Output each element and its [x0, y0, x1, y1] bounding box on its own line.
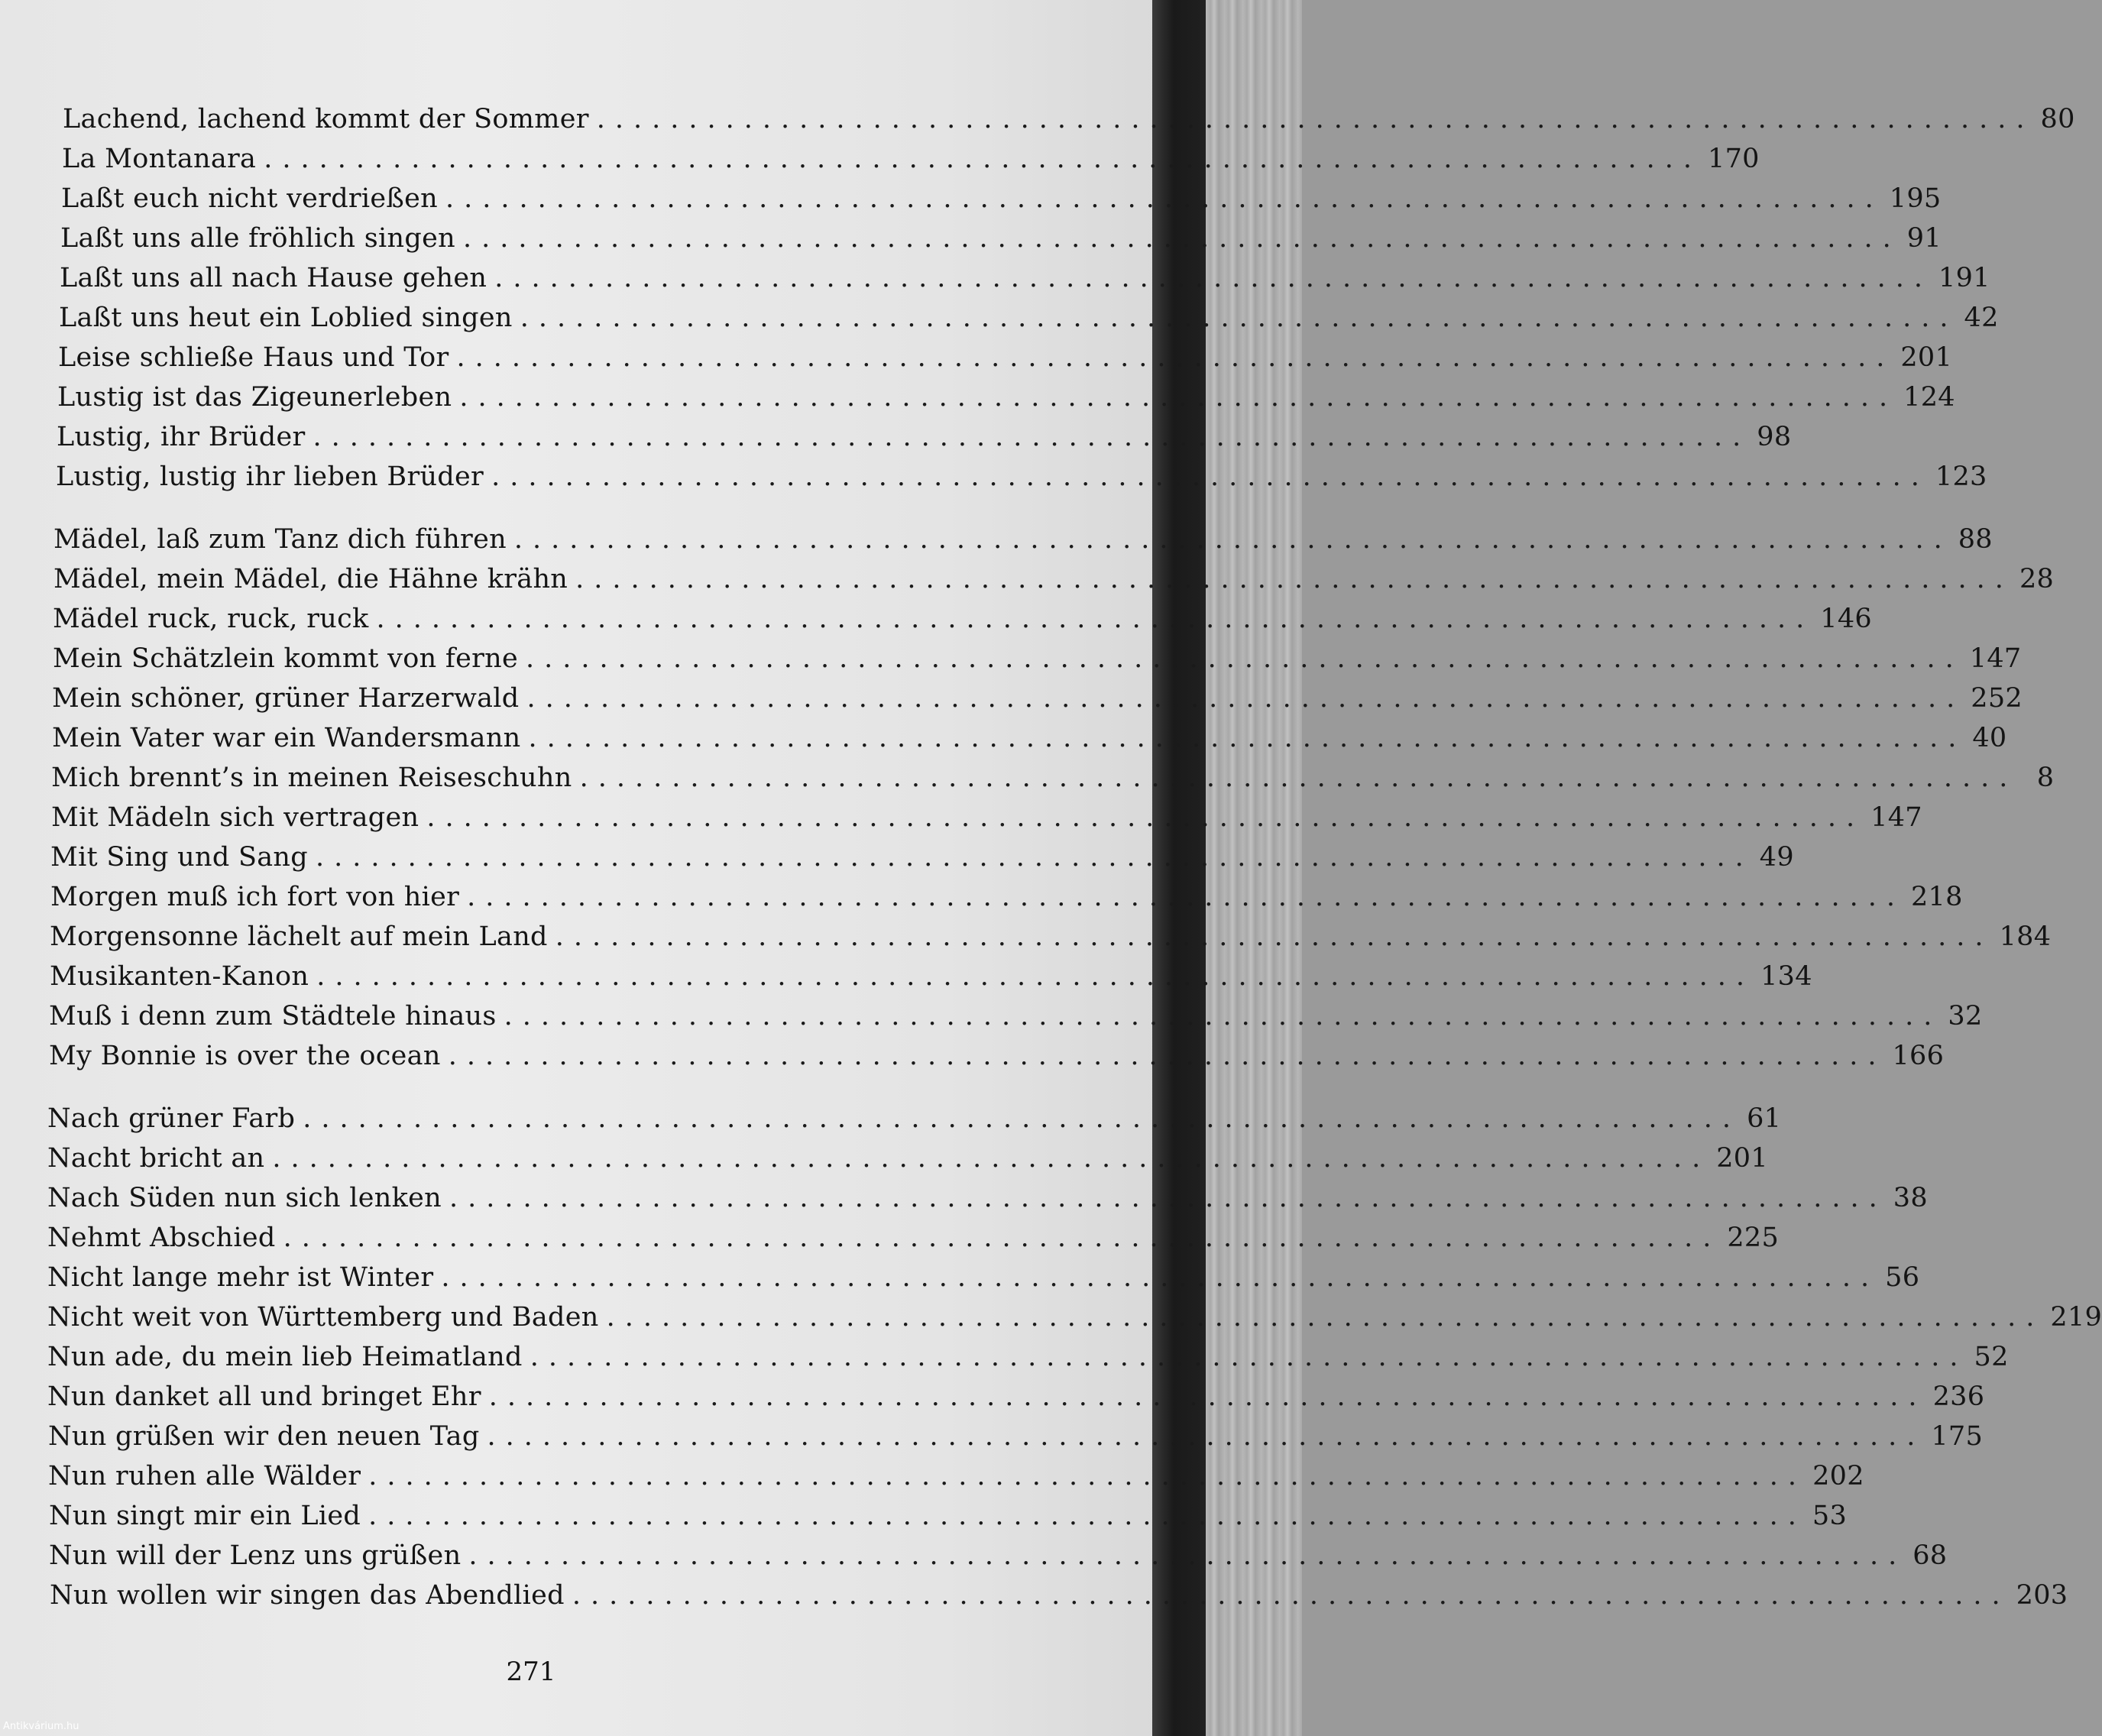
entry-title: Nun grüßen wir den neuen Tag	[48, 1421, 480, 1452]
leader-dots: ..............................................................................	[315, 842, 1754, 873]
entry-title: Laßt uns all nach Hause gehen	[60, 263, 487, 293]
toc-entry	[49, 1001, 1983, 1035]
leader-dots: ..............................................................................	[368, 1501, 1806, 1531]
leader-dots: ..............................................................................	[488, 1381, 1927, 1412]
leader-dots: ..............................................................................	[526, 683, 1965, 714]
entry-page: 236	[1932, 1381, 1985, 1412]
entry-title: La Montanara	[62, 144, 257, 174]
toc-entry	[60, 263, 1990, 296]
entry-page: 80	[2040, 104, 2075, 134]
entry-page: 184	[1999, 921, 2052, 952]
entry-page: 53	[1812, 1501, 1848, 1531]
entry-title: Mit Sing und Sang	[50, 842, 308, 873]
leader-dots: ..............................................................................	[449, 1183, 1887, 1213]
leader-dots: ..............................................................................	[575, 564, 2013, 594]
toc-entry	[59, 303, 1999, 336]
entry-title: Nacht bricht an	[47, 1143, 265, 1174]
entry-page: 201	[1900, 342, 1953, 373]
page-number: 271	[506, 1657, 556, 1687]
entry-title: Nun will der Lenz uns grüßen	[49, 1540, 462, 1571]
leader-dots: ..............................................................................	[579, 763, 2018, 793]
entry-title: Mädel, mein Mädel, die Hähne krähn	[53, 564, 568, 594]
leader-dots: ..............................................................................	[487, 1421, 1925, 1452]
leader-dots: ..............................................................................	[368, 1461, 1807, 1491]
watermark: Antikvárium.hu	[3, 1721, 79, 1732]
entry-page: 146	[1820, 604, 1873, 634]
entry-page: 28	[2019, 564, 2055, 594]
toc-entry	[52, 723, 2007, 756]
leader-dots: ..............................................................................	[513, 524, 1952, 555]
toc-entry	[47, 1342, 2009, 1375]
entry-page: 123	[1935, 462, 1987, 492]
entry-title: Nehmt Abschied	[47, 1223, 276, 1253]
entry-page: 98	[1757, 422, 1792, 452]
toc-entry	[61, 183, 1942, 217]
leader-dots: ..............................................................................	[426, 802, 1865, 833]
toc-entry	[63, 104, 2075, 138]
entry-title: Lustig, ihr Brüder	[57, 422, 306, 452]
entry-title: Laßt uns heut ein Loblied singen	[59, 303, 513, 333]
entry-page: 201	[1716, 1143, 1768, 1174]
entry-page: 147	[1870, 802, 1922, 833]
toc-entry	[47, 1143, 1768, 1177]
entry-title: Morgensonne lächelt auf mein Land	[50, 921, 548, 952]
entry-page: 166	[1892, 1041, 1945, 1071]
entry-title: Nicht weit von Württemberg und Baden	[47, 1302, 599, 1333]
leader-dots: ..............................................................................	[448, 1041, 1887, 1071]
entry-page: 191	[1938, 263, 1990, 293]
leader-dots: ..............................................................................	[462, 223, 1901, 254]
toc-entry	[53, 564, 2055, 598]
entry-title: Lustig, lustig ihr lieben Brüder	[56, 462, 484, 492]
leader-dots: ..............................................................................	[467, 882, 1905, 912]
toc-entry	[47, 1223, 1780, 1256]
entry-title: Musikanten-Kanon	[50, 961, 309, 992]
toc-entry	[50, 1580, 2068, 1614]
leader-dots: ..............................................................................	[491, 462, 1929, 492]
leader-dots: ..............................................................................	[494, 263, 1933, 293]
toc-entry	[47, 1302, 2102, 1336]
entry-title: Nun danket all und bringet Ehr	[47, 1381, 481, 1412]
entry-title: Nach Süden nun sich lenken	[47, 1183, 442, 1213]
entry-page: 91	[1906, 223, 1942, 254]
toc-entry	[50, 842, 1794, 876]
entry-title: Mädel, laß zum Tanz dich führen	[53, 524, 507, 555]
entry-title: Mich brennt’s in meinen Reiseschuhn	[51, 763, 572, 793]
toc-entry	[48, 1461, 1864, 1495]
entry-page: 203	[2016, 1580, 2068, 1611]
leader-dots: ..............................................................................	[520, 303, 1958, 333]
leader-dots: ..............................................................................	[468, 1540, 1907, 1571]
entry-page: 61	[1747, 1103, 1782, 1134]
entry-title: Lustig ist das Zigeunerleben	[57, 382, 452, 413]
toc-entry	[51, 763, 2055, 796]
leader-dots: ..............................................................................	[572, 1580, 2010, 1611]
toc-entry	[50, 882, 1963, 915]
toc-entry	[53, 524, 1993, 558]
entry-title: Morgen muß ich fort von hier	[50, 882, 460, 912]
toc-entry	[49, 1041, 1945, 1074]
leader-dots: ..............................................................................	[606, 1302, 2045, 1333]
toc-entry	[48, 1421, 1984, 1455]
toc-entry	[57, 382, 1955, 416]
toc-entry	[49, 1540, 1948, 1574]
entry-page: 68	[1913, 1540, 1948, 1571]
leader-dots: ..............................................................................	[530, 1342, 1968, 1372]
entry-title: Nun ruhen alle Wälder	[48, 1461, 361, 1491]
entry-title: Laßt uns alle fröhlich singen	[60, 223, 455, 254]
entry-page: 252	[1971, 683, 2023, 714]
entry-title: Mit Mädeln sich vertragen	[51, 802, 419, 833]
entry-page: 147	[1969, 643, 2022, 674]
entry-title: Nicht lange mehr ist Winter	[47, 1262, 434, 1293]
entry-title: Muß i denn zum Städtele hinaus	[49, 1001, 497, 1032]
entry-page: 195	[1889, 183, 1942, 214]
leader-dots: ..............................................................................	[441, 1262, 1880, 1293]
entry-page: 88	[1958, 524, 1993, 555]
entry-title: My Bonnie is over the ocean	[49, 1041, 441, 1071]
entry-page: 8	[2036, 763, 2055, 793]
entry-page: 42	[1964, 303, 1999, 333]
toc-entry	[47, 1103, 1782, 1137]
toc-entry	[50, 961, 1812, 995]
entry-page: 219	[2050, 1302, 2102, 1333]
toc-entry	[47, 1183, 1928, 1216]
entry-title: Leise schließe Haus und Tor	[58, 342, 449, 373]
entry-page: 38	[1893, 1183, 1928, 1213]
entry-title: Mein Schätzlein kommt von ferne	[53, 643, 518, 674]
leader-dots: ..............................................................................	[528, 723, 1967, 753]
entry-page: 32	[1948, 1001, 1983, 1032]
toc-entry	[51, 802, 1922, 836]
toc-entry	[56, 462, 1987, 495]
entry-page: 124	[1903, 382, 1955, 413]
leader-dots: ..............................................................................	[445, 183, 1883, 214]
leader-dots: ..............................................................................	[504, 1001, 1942, 1032]
leader-dots: ..............................................................................	[525, 643, 1964, 674]
entry-page: 225	[1727, 1223, 1780, 1253]
leader-dots: ..............................................................................	[272, 1143, 1711, 1174]
entry-page: 52	[1974, 1342, 2009, 1372]
entry-title: Nach grüner Farb	[47, 1103, 296, 1134]
leader-dots: ..............................................................................	[459, 382, 1898, 413]
entry-page: 40	[1972, 723, 2007, 753]
entry-title: Mädel ruck, ruck, ruck	[53, 604, 369, 634]
leader-dots: ..............................................................................	[313, 422, 1751, 452]
toc-entry	[49, 1501, 1848, 1534]
leader-dots: ..............................................................................	[283, 1223, 1721, 1253]
entry-page: 218	[1910, 882, 1963, 912]
toc-entry	[57, 422, 1792, 455]
entry-title: Mein Vater war ein Wandersmann	[52, 723, 521, 753]
entry-title: Lachend, lachend kommt der Sommer	[63, 104, 589, 134]
entry-page: 202	[1812, 1461, 1864, 1491]
toc-entry	[58, 342, 1953, 376]
entry-title: Mein schöner, grüner Harzerwald	[52, 683, 520, 714]
leader-dots: ..............................................................................	[303, 1103, 1741, 1134]
toc-entry	[52, 683, 2023, 717]
leader-dots: ..............................................................................	[316, 961, 1755, 992]
entry-title: Laßt euch nicht verdrießen	[61, 183, 438, 214]
leader-dots: ..............................................................................	[264, 144, 1702, 174]
entry-title: Nun wollen wir singen das Abendlied	[50, 1580, 565, 1611]
leader-dots: ..............................................................................	[376, 604, 1815, 634]
toc-entry	[50, 921, 2052, 955]
entry-page: 134	[1760, 961, 1812, 992]
leader-dots: ..............................................................................	[555, 921, 1993, 952]
toc-entry	[62, 144, 1760, 177]
entry-page: 56	[1885, 1262, 1920, 1293]
entry-title: Nun singt mir ein Lied	[49, 1501, 361, 1531]
toc-entry	[47, 1262, 1920, 1296]
toc-entry	[53, 643, 2022, 677]
leader-dots: ..............................................................................	[596, 104, 2035, 134]
entry-title: Nun ade, du mein lieb Heimatland	[47, 1342, 523, 1372]
toc-entry	[53, 604, 1873, 637]
toc-entry	[60, 223, 1942, 257]
toc-entry	[47, 1381, 1985, 1415]
entry-page: 170	[1708, 144, 1760, 174]
leader-dots: ..............................................................................	[456, 342, 1895, 373]
entry-page: 49	[1759, 842, 1794, 873]
entry-page: 175	[1931, 1421, 1984, 1452]
